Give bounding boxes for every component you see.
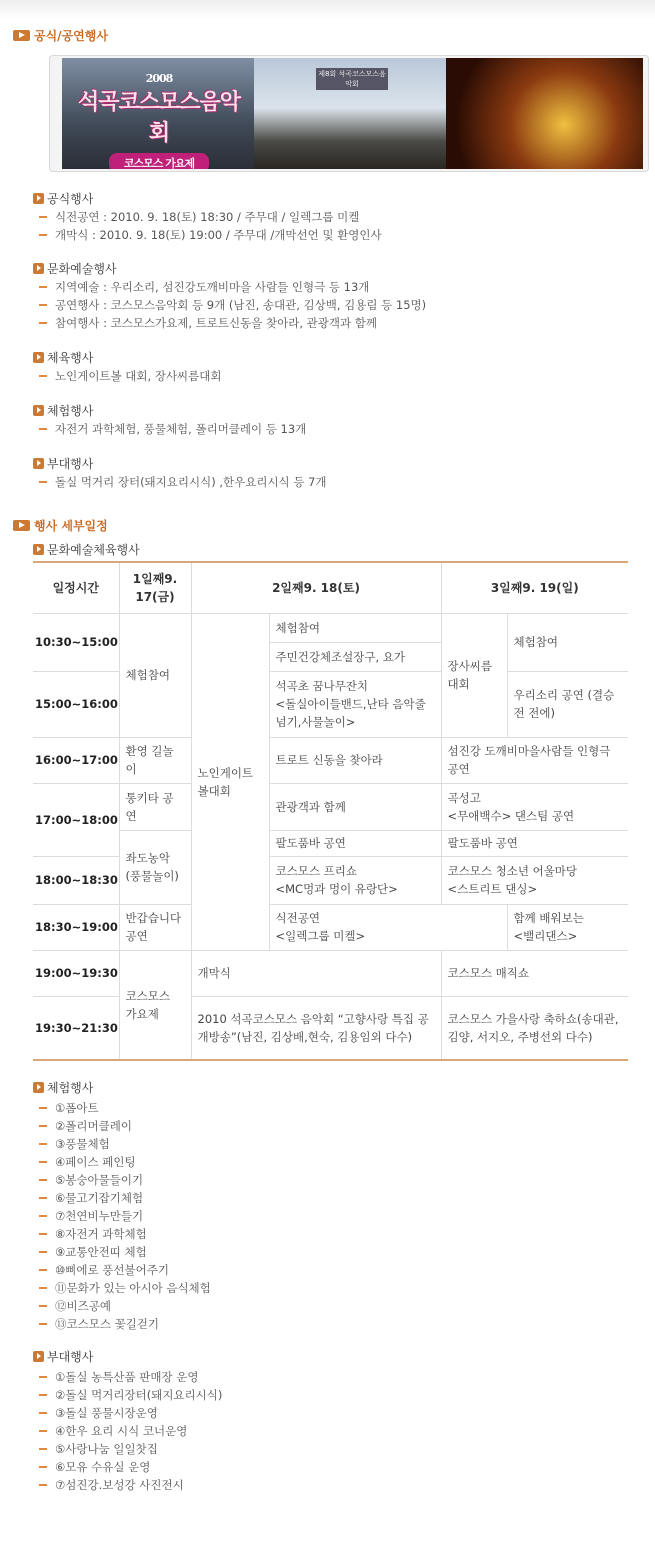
cell-line: 석곡초 꿈나무잔치 bbox=[275, 679, 369, 693]
experience-list bbox=[39, 1099, 211, 1333]
cell: 코스모스 매직쇼 bbox=[441, 950, 628, 996]
dash-icon bbox=[39, 1466, 47, 1468]
header-day1: 1일째9. 17(금) bbox=[119, 562, 191, 613]
top-fade bbox=[0, 0, 655, 20]
list-item: 공연행사 : 코스모스음악회 등 9개 (남진, 송대관, 김상백, 김용림 등 15명) bbox=[39, 296, 426, 314]
cell: 섬진강 도깨비마을사람들 인형극 공연 bbox=[441, 737, 628, 783]
dash-icon bbox=[39, 1143, 47, 1145]
cell bbox=[269, 856, 441, 904]
cell-line: 코스모스 프리쇼 bbox=[275, 864, 357, 878]
time-cell: 18:00~18:30 bbox=[33, 856, 119, 904]
list-item: ③풍물체험 bbox=[39, 1135, 211, 1153]
arrow-icon bbox=[33, 352, 44, 363]
list-item: ⑥물고기잡기체험 bbox=[39, 1189, 211, 1207]
list-item: ②돌실 먹거리장터(돼지요리시식) bbox=[39, 1386, 222, 1404]
list-item: ⑤봉숭아물들이기 bbox=[39, 1171, 211, 1189]
dash-icon bbox=[39, 1161, 47, 1163]
cell bbox=[507, 904, 628, 950]
festival-logo-photo bbox=[62, 58, 254, 169]
table-heading bbox=[33, 541, 140, 557]
sports-list bbox=[39, 367, 222, 385]
group-title: 체육행사 bbox=[47, 350, 94, 365]
cell-line: 곡성고 bbox=[447, 790, 481, 805]
dash-icon bbox=[39, 1125, 47, 1127]
dash-icon bbox=[39, 304, 47, 306]
group-title: 공식행사 bbox=[47, 191, 94, 206]
section-official-heading bbox=[13, 27, 108, 43]
list-item: 식전공연 : 2010. 9. 18(토) 18:30 / 주무대 / 일렉그룹 미켈 bbox=[39, 208, 382, 226]
arrow-icon bbox=[33, 193, 44, 204]
cell-line: 코스모스 청소년 어울마당 bbox=[447, 864, 578, 878]
cell-line: 함께 배워보는 bbox=[513, 911, 584, 925]
arrow-icon bbox=[33, 1351, 44, 1362]
group-heading-official bbox=[33, 190, 93, 206]
cell: 좌도농악 (풍물놀이) bbox=[119, 830, 191, 904]
table-row bbox=[33, 613, 628, 642]
header-time: 일정시간 bbox=[33, 562, 119, 613]
dash-icon bbox=[39, 286, 47, 288]
list-item: ③돌실 풍물시장운영 bbox=[39, 1404, 222, 1422]
experience-title: 체험행사 bbox=[47, 1080, 94, 1095]
table-row bbox=[33, 950, 628, 996]
list-item: ①돌실 농특산품 판매장 운영 bbox=[39, 1368, 222, 1386]
cell-line: <스트리트 댄싱> bbox=[447, 882, 538, 896]
official-list bbox=[39, 208, 382, 244]
list-item: ⑫비즈공예 bbox=[39, 1297, 211, 1315]
culture-list bbox=[39, 278, 426, 332]
cell bbox=[269, 904, 507, 950]
list-item: ⑤사랑나눔 일일찻집 bbox=[39, 1440, 222, 1458]
cell: 코스모스 가을사랑 축하쇼(송대관, 김양, 서지오, 주병선외 다수) bbox=[441, 996, 628, 1060]
group-title: 문화예술행사 bbox=[47, 261, 117, 276]
dash-icon bbox=[39, 375, 47, 377]
arrow-icon bbox=[33, 544, 44, 555]
dash-icon bbox=[39, 216, 47, 218]
dash-icon bbox=[39, 1484, 47, 1486]
list-item: 개막식 : 2010. 9. 18(토) 19:00 / 주무대 /개막선언 및 환영인사 bbox=[39, 226, 382, 244]
group-heading-culture bbox=[33, 260, 117, 276]
list-item: ⑪문화가 있는 아시아 음식체험 bbox=[39, 1279, 211, 1297]
dash-icon bbox=[39, 1305, 47, 1307]
cell: 2010 석곡코스모스 음악회 “고향사랑 특집 공개방송”(남진, 김상배,현숙, 김용임외 다수) bbox=[191, 996, 441, 1060]
cell: 체험참여 bbox=[119, 613, 191, 737]
logo-title: 석곡코스모스음악회 bbox=[77, 89, 241, 146]
list-item: 지역예술 : 우리소리, 섬진강도깨비마을 사람들 인형극 등 13개 bbox=[39, 278, 426, 296]
time-cell: 16:00~17:00 bbox=[33, 737, 119, 783]
dash-icon bbox=[39, 428, 47, 430]
outdoor-stage-photo bbox=[254, 58, 446, 169]
cell: 주민건강체조설장구, 요가 bbox=[269, 642, 441, 671]
arrow-icon bbox=[33, 405, 44, 416]
group-heading-additional bbox=[33, 455, 93, 471]
dash-icon bbox=[39, 1448, 47, 1450]
cell: 관광객과 함께 bbox=[269, 783, 441, 830]
table-row bbox=[33, 783, 628, 830]
arrow-icon bbox=[33, 458, 44, 469]
list-item: ⑦천연비누만들기 bbox=[39, 1207, 211, 1225]
additional-summary-list bbox=[39, 473, 327, 491]
cell: 우리소리 공연 (결승전 전에) bbox=[507, 671, 628, 737]
dash-icon bbox=[39, 1107, 47, 1109]
cell: 개막식 bbox=[191, 950, 441, 996]
cell-line: <무애백수> 댄스팀 공연 bbox=[447, 808, 575, 823]
cell-line: <일렉그룹 미켈> bbox=[275, 929, 366, 943]
dash-icon bbox=[39, 1197, 47, 1199]
night-stage-photo bbox=[446, 58, 643, 169]
list-item: 자전거 과학체험, 풍물체험, 폴리머클레이 등 13개 bbox=[39, 420, 306, 438]
time-cell: 15:00~16:00 bbox=[33, 671, 119, 737]
dash-icon bbox=[39, 1251, 47, 1253]
time-cell: 19:00~19:30 bbox=[33, 950, 119, 996]
additional-list bbox=[39, 1368, 222, 1494]
section-detail-heading bbox=[13, 517, 108, 533]
list-item: ①폼아트 bbox=[39, 1099, 211, 1117]
dash-icon bbox=[39, 1412, 47, 1414]
arrow-icon bbox=[33, 263, 44, 274]
cell-line: 식전공연 bbox=[275, 911, 320, 925]
section-detail-title: 행사 세부일정 bbox=[34, 518, 108, 533]
group-title: 체험행사 bbox=[47, 403, 94, 418]
arrow-icon bbox=[13, 520, 30, 531]
cell: 코스모스 가요제 bbox=[119, 950, 191, 1060]
time-cell: 17:00~18:00 bbox=[33, 783, 119, 856]
time-cell: 10:30~15:00 bbox=[33, 613, 119, 671]
dash-icon bbox=[39, 1323, 47, 1325]
cell: 체험참여 bbox=[507, 613, 628, 671]
cell-line: <돌실아이들밴드,난타 음악줄넘기,사물놀이> bbox=[275, 697, 426, 729]
group-heading-experience bbox=[33, 402, 93, 418]
group-title: 부대행사 bbox=[47, 456, 94, 471]
table-row bbox=[33, 830, 628, 856]
cell: 환영 길놀이 bbox=[119, 737, 191, 783]
cell: 팔도품바 공연 bbox=[269, 830, 441, 856]
list-item: ⑦섬진강.보성강 사진전시 bbox=[39, 1476, 222, 1494]
time-cell: 19:30~21:30 bbox=[33, 996, 119, 1060]
section-official-title: 공식/공연행사 bbox=[34, 28, 108, 43]
cell: 반갑습니다 공연 bbox=[119, 904, 191, 950]
experience-heading bbox=[33, 1079, 93, 1095]
cell: 장사씨름대회 bbox=[441, 613, 507, 737]
list-item: 돌실 먹거리 장터(돼지요리시식) ,한우요리시식 등 7개 bbox=[39, 473, 327, 491]
experience-summary-list bbox=[39, 420, 306, 438]
time-cell: 18:30~19:00 bbox=[33, 904, 119, 950]
cell-line: <MC멍과 멍이 유랑단> bbox=[275, 882, 398, 896]
list-item: ⑥모유 수유실 운영 bbox=[39, 1458, 222, 1476]
arrow-icon bbox=[33, 1082, 44, 1093]
dash-icon bbox=[39, 1269, 47, 1271]
cell: 체험참여 bbox=[269, 613, 441, 642]
list-item: ⑬코스모스 꽃길걷기 bbox=[39, 1315, 211, 1333]
dash-icon bbox=[39, 1394, 47, 1396]
cell bbox=[441, 783, 628, 830]
dash-icon bbox=[39, 1179, 47, 1181]
list-item: ④페이스 페인팅 bbox=[39, 1153, 211, 1171]
list-item: ④한우 요리 시식 코너운영 bbox=[39, 1422, 222, 1440]
additional-heading bbox=[33, 1348, 93, 1364]
dash-icon bbox=[39, 1430, 47, 1432]
logo-year: 2008 bbox=[145, 72, 173, 85]
list-item: ②폴리머클레이 bbox=[39, 1117, 211, 1135]
cell: 통키타 공연 bbox=[119, 783, 191, 830]
dash-icon bbox=[39, 234, 47, 236]
header-day2: 2일째9. 18(토) bbox=[191, 562, 441, 613]
table-row bbox=[33, 737, 628, 783]
cell: 팔도품바 공연 bbox=[441, 830, 628, 856]
dash-icon bbox=[39, 1287, 47, 1289]
list-item: ⑩삐에로 풍선불어주기 bbox=[39, 1261, 211, 1279]
cell bbox=[441, 856, 628, 904]
cell: 트로트 신동을 찾아라 bbox=[269, 737, 441, 783]
list-item: ⑧자전거 과학체험 bbox=[39, 1225, 211, 1243]
dash-icon bbox=[39, 1376, 47, 1378]
table-header-row bbox=[33, 562, 628, 613]
cell-line: <밸리댄스> bbox=[513, 929, 578, 943]
dash-icon bbox=[39, 322, 47, 324]
dash-icon bbox=[39, 481, 47, 483]
group-heading-sports bbox=[33, 349, 93, 365]
additional-title: 부대행사 bbox=[47, 1349, 94, 1364]
logo-subtitle: 코스모스 가요제 bbox=[109, 153, 209, 169]
list-item: 참여행사 : 코스모스가요제, 트로트신동을 찾아라, 관광객과 함께 bbox=[39, 314, 426, 332]
table-title: 문화예술체육행사 bbox=[47, 542, 140, 557]
dash-icon bbox=[39, 1215, 47, 1217]
arrow-icon bbox=[13, 30, 30, 41]
cell bbox=[269, 671, 441, 737]
list-item: 노인게이트볼 대회, 장사씨름대회 bbox=[39, 367, 222, 385]
schedule-table bbox=[33, 561, 628, 1061]
festival-photos bbox=[49, 55, 649, 172]
table-row bbox=[33, 904, 628, 950]
list-item: ⑨교통안전띠 체험 bbox=[39, 1243, 211, 1261]
dash-icon bbox=[39, 1233, 47, 1235]
stage-sign: 제8회 석곡코스모스음악회 bbox=[316, 68, 388, 90]
cell: 노인게이트볼대회 bbox=[191, 613, 269, 950]
header-day3: 3일째9. 19(일) bbox=[441, 562, 628, 613]
